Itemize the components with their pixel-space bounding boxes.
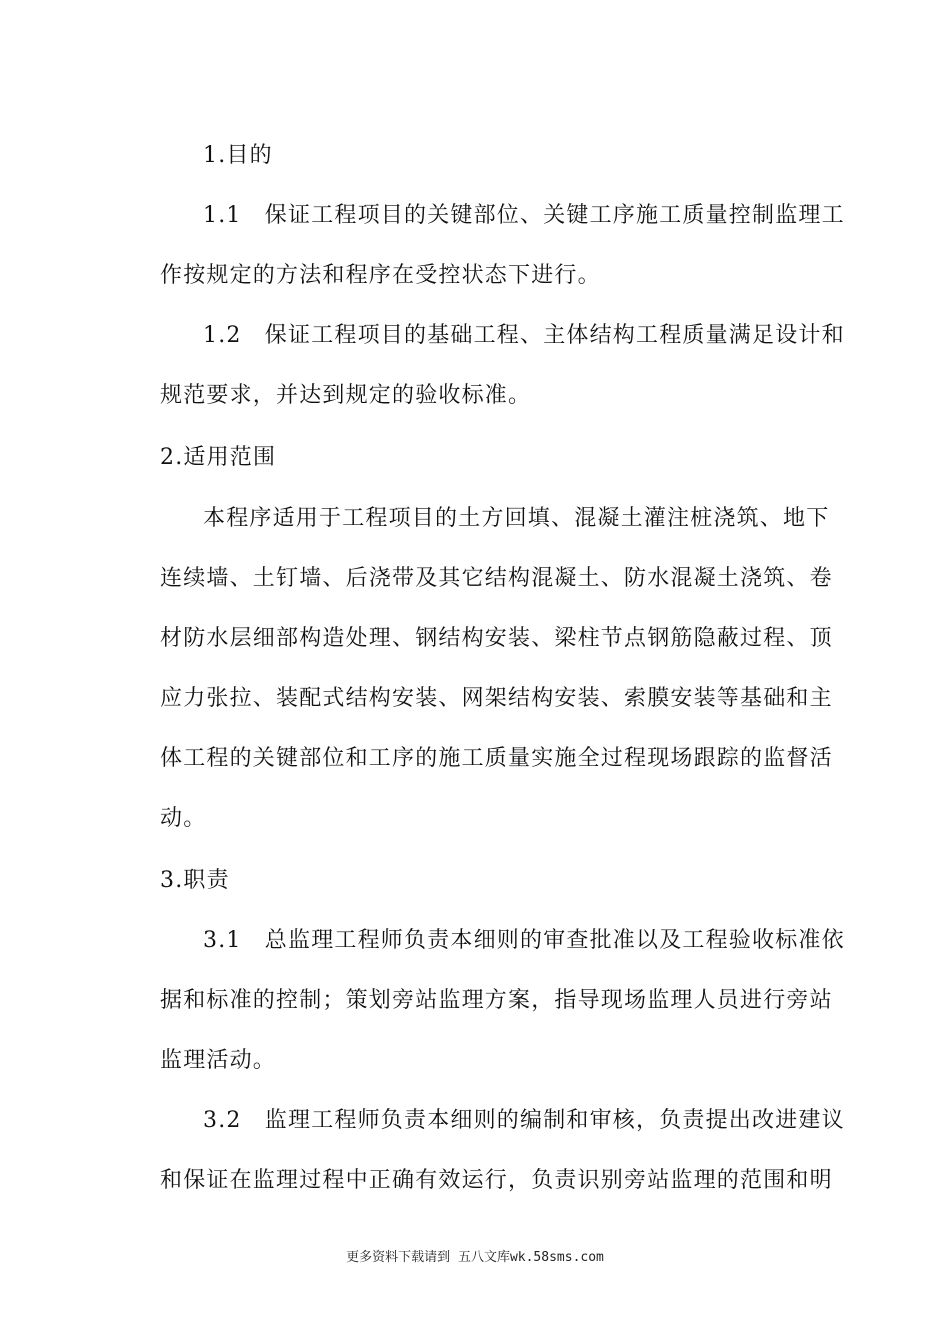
- heading-3: 3.职责: [160, 868, 230, 893]
- paragraph-line: 连续墙、土钉墙、后浇带及其它结构混凝土、防水混凝土浇筑、卷: [160, 566, 833, 591]
- paragraph-line: 本程序适用于工程项目的土方回填、混凝土灌注桩浇筑、地下: [203, 506, 830, 531]
- paragraph-line: 1.1 保证工程项目的关键部位、关键工序施工质量控制监理工: [203, 203, 845, 228]
- paragraph-line: 体工程的关键部位和工序的施工质量实施全过程现场跟踪的监督活: [160, 746, 833, 771]
- heading-2: 2.适用范围: [160, 445, 277, 470]
- paragraph-line: 动。: [160, 806, 207, 831]
- footer-text: 更多资料下载请到 五八文库wk.58sms.com: [346, 1250, 604, 1265]
- paragraph-line: 监理活动。: [160, 1048, 277, 1073]
- paragraph-line: 材防水层细部构造处理、钢结构安装、梁柱节点钢筋隐蔽过程、顶: [160, 626, 833, 651]
- heading-1: 1.目的: [203, 143, 273, 168]
- paragraph-line: 据和标准的控制；策划旁站监理方案，指导现场监理人员进行旁站: [160, 988, 833, 1013]
- paragraph-line: 1.2 保证工程项目的基础工程、主体结构工程质量满足设计和: [203, 323, 845, 348]
- paragraph-line: 3.1 总监理工程师负责本细则的审查批准以及工程验收标准依: [203, 928, 845, 953]
- paragraph-line: 和保证在监理过程中正确有效运行，负责识别旁站监理的范围和明: [160, 1168, 833, 1193]
- paragraph-line: 应力张拉、装配式结构安装、网架结构安装、索膜安装等基础和主: [160, 686, 833, 711]
- paragraph-line: 规范要求，并达到规定的验收标准。: [160, 383, 532, 408]
- paragraph-line: 作按规定的方法和程序在受控状态下进行。: [160, 263, 601, 288]
- paragraph-line: 3.2 监理工程师负责本细则的编制和审核，负责提出改进建议: [203, 1108, 845, 1133]
